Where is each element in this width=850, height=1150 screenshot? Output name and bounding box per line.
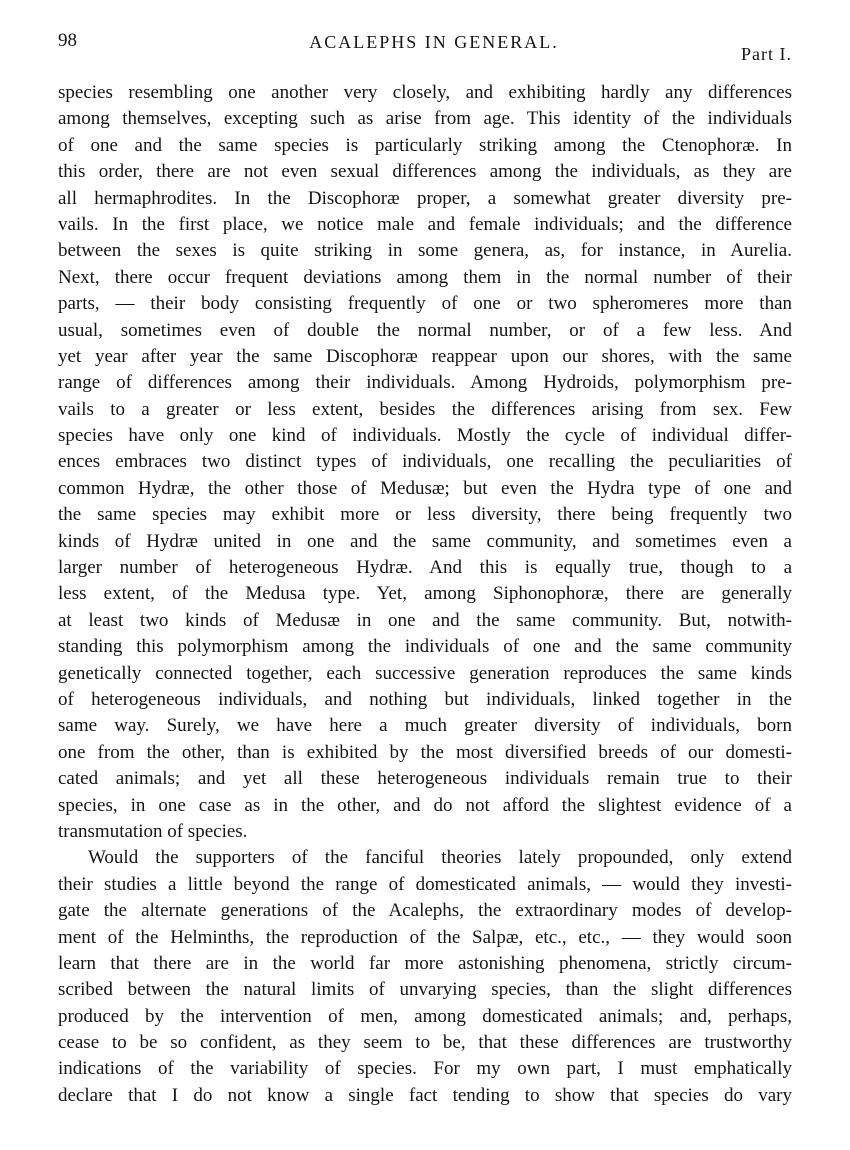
text-line: one from the other, than is exhibited by the most diversified breeds of our domesti- — [58, 741, 792, 763]
running-title: ACALEPHS IN GENERAL. — [309, 32, 559, 52]
text-line: declare that I do not know a single fact tending to show that species do vary — [58, 1084, 792, 1106]
text-line: ences embraces two distinct types of individuals, one recalling the peculiarities of — [58, 451, 792, 473]
text-line: this order, there are not even sexual differences among the individuals, as they are — [58, 161, 792, 183]
text-line: transmutation of species. — [58, 820, 248, 842]
text-line: species have only one kind of individuals. Mostly the cycle of individual differ- — [58, 425, 792, 447]
text-line: Would the supporters of the fanciful theories lately propounded, only extend — [88, 847, 792, 869]
text-line: vails to a greater or less extent, besides the differences arising from sex. Few — [58, 398, 792, 420]
text-line: Next, there occur frequent deviations among them in the normal number of their — [58, 266, 792, 288]
text-line: kinds of Hydræ united in one and the same community, and sometimes even a — [58, 530, 792, 552]
running-head — [58, 30, 792, 66]
text-line: genetically connected together, each successive generation reproduces the same kinds — [58, 662, 792, 684]
text-line: ment of the Helminths, the reproduction of the Salpæ, etc., etc., — they would soon — [58, 926, 792, 948]
text-line: of one and the same species is particularly striking among the Ctenophoræ. In — [58, 134, 792, 156]
text-line: of heterogeneous individuals, and nothing but individuals, linked together in the — [58, 688, 792, 710]
text-line: among themselves, excepting such as arise from age. This identity of the individuals — [58, 108, 792, 130]
text-line: standing this polymorphism among the individuals of one and the same community — [58, 636, 792, 658]
paragraph — [58, 80, 792, 845]
text-line: yet year after year the same Discophoræ reappear upon our shores, with the same — [58, 345, 792, 367]
page-number: 98 — [58, 30, 77, 51]
text-line: their studies a little beyond the range of domesticated animals, — would they investi- — [58, 873, 792, 895]
text-line: parts, — their body consisting frequently of one or two spheromeres more than — [58, 293, 792, 315]
text-line: cated animals; and yet all these heterogeneous individuals remain true to their — [58, 768, 792, 790]
text-line: at least two kinds of Medusæ in one and the same community. But, notwith- — [58, 609, 792, 631]
text-line: gate the alternate generations of the Acalephs, the extraordinary modes of develop- — [58, 900, 792, 922]
part-label: Part I. — [741, 44, 792, 64]
text-line: cease to be so confident, as they seem to be, that these differences are trustworthy — [58, 1032, 792, 1054]
text-line: scribed between the natural limits of unvarying species, than the slight differences — [58, 979, 792, 1001]
text-line: all hermaphrodites. In the Discophoræ proper, a somewhat greater diversity pre- — [58, 187, 792, 209]
text-line: produced by the intervention of men, among domesticated animals; and, perhaps, — [58, 1005, 792, 1027]
text-line: less extent, of the Medusa type. Yet, among Siphonophoræ, there are generally — [58, 583, 792, 605]
body-text — [58, 80, 792, 1109]
text-line: species, in one case as in the other, and do not afford the slightest evidence of a — [58, 794, 792, 816]
text-line: learn that there are in the world far more astonishing phenomena, strictly circum- — [58, 952, 792, 974]
text-line: vails. In the first place, we notice male and female individuals; and the difference — [58, 213, 792, 235]
text-line: larger number of heterogeneous Hydræ. And this is equally true, though to a — [58, 557, 792, 579]
text-line: range of differences among their individuals. Among Hydroids, polymorphism pre- — [58, 372, 792, 394]
text-line: common Hydræ, the other those of Medusæ; but even the Hydra type of one and — [58, 477, 792, 499]
text-line: same way. Surely, we have here a much greater diversity of individuals, born — [58, 715, 792, 737]
text-line: usual, sometimes even of double the normal number, or of a few less. And — [58, 319, 792, 341]
paragraph — [58, 845, 792, 1109]
text-line: the same species may exhibit more or less diversity, there being frequently two — [58, 504, 792, 526]
text-line: species resembling one another very closely, and exhibiting hardly any differences — [58, 82, 792, 103]
text-line: between the sexes is quite striking in some genera, as, for instance, in Aurelia. — [58, 240, 792, 262]
text-line: indications of the variability of species. For my own part, I must emphatically — [58, 1058, 792, 1080]
